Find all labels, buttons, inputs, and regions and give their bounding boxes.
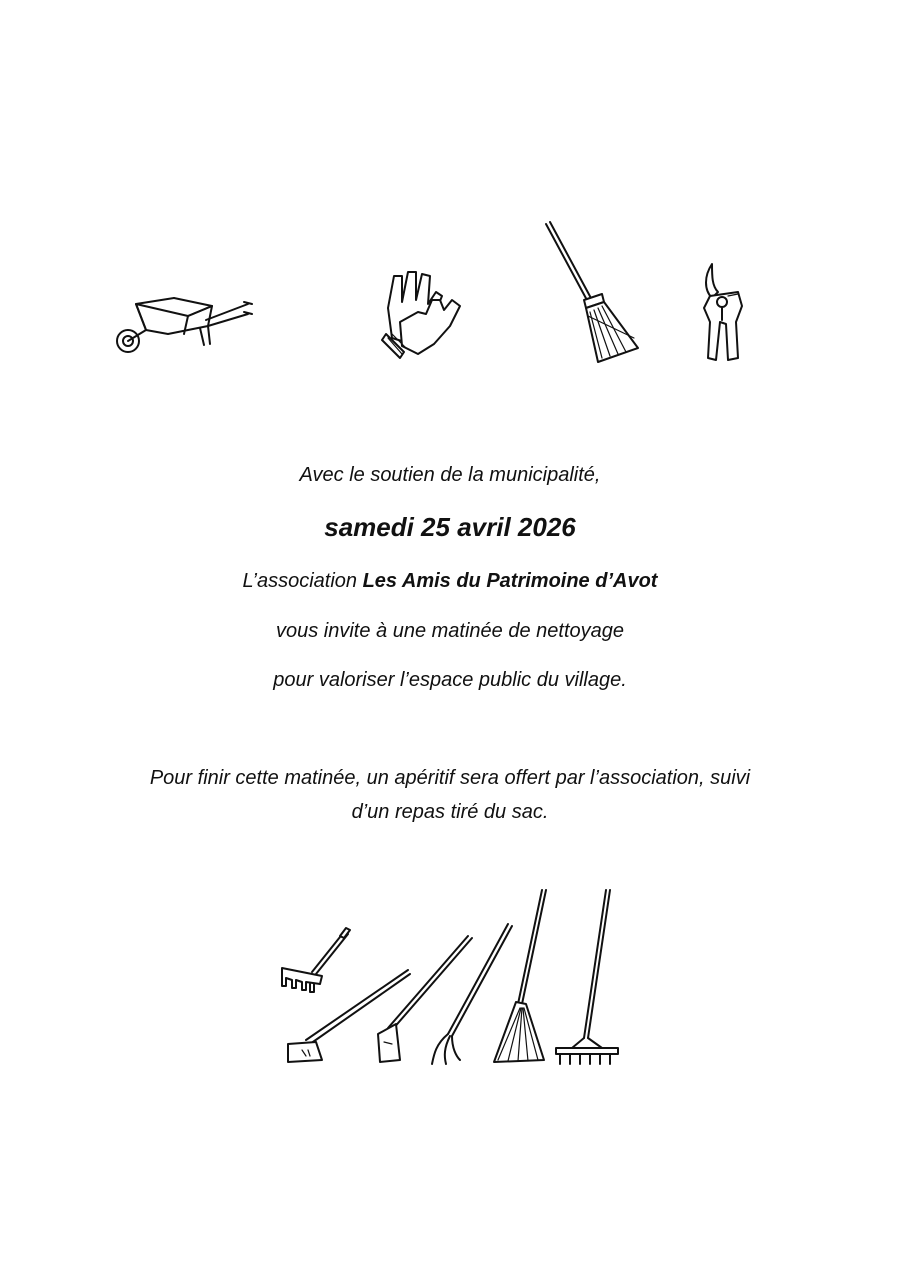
association-line [0, 568, 900, 594]
closing-line-1: Pour finir cette matinée, un apéritif sera offert par l’association, suivi [149, 767, 751, 789]
purpose-line: pour valoriser l’espace public du village. [273, 669, 627, 691]
grub-hoe-icon [378, 936, 472, 1062]
invite-line: vous invite à une matinée de nettoyage [275, 620, 625, 642]
closing-line-2: d’un repas tiré du sac. [351, 801, 549, 823]
support-line: Avec le soutien de la municipalité, [299, 464, 601, 486]
gardening-gloves-icon [378, 268, 464, 360]
leaf-rake-icon [494, 890, 546, 1062]
garden-tools-illustration [276, 884, 626, 1074]
wheelbarrow-icon [108, 290, 256, 365]
garden-rake-icon [556, 890, 618, 1064]
pruning-shears-icon [698, 262, 752, 366]
hand-rake-icon [282, 928, 350, 992]
event-date: samedi 25 avril 2026 [324, 512, 576, 542]
association-prefix: L’association [242, 570, 363, 592]
association-name: Les Amis du Patrimoine d’Avot [362, 570, 658, 592]
broom-icon [540, 220, 644, 368]
